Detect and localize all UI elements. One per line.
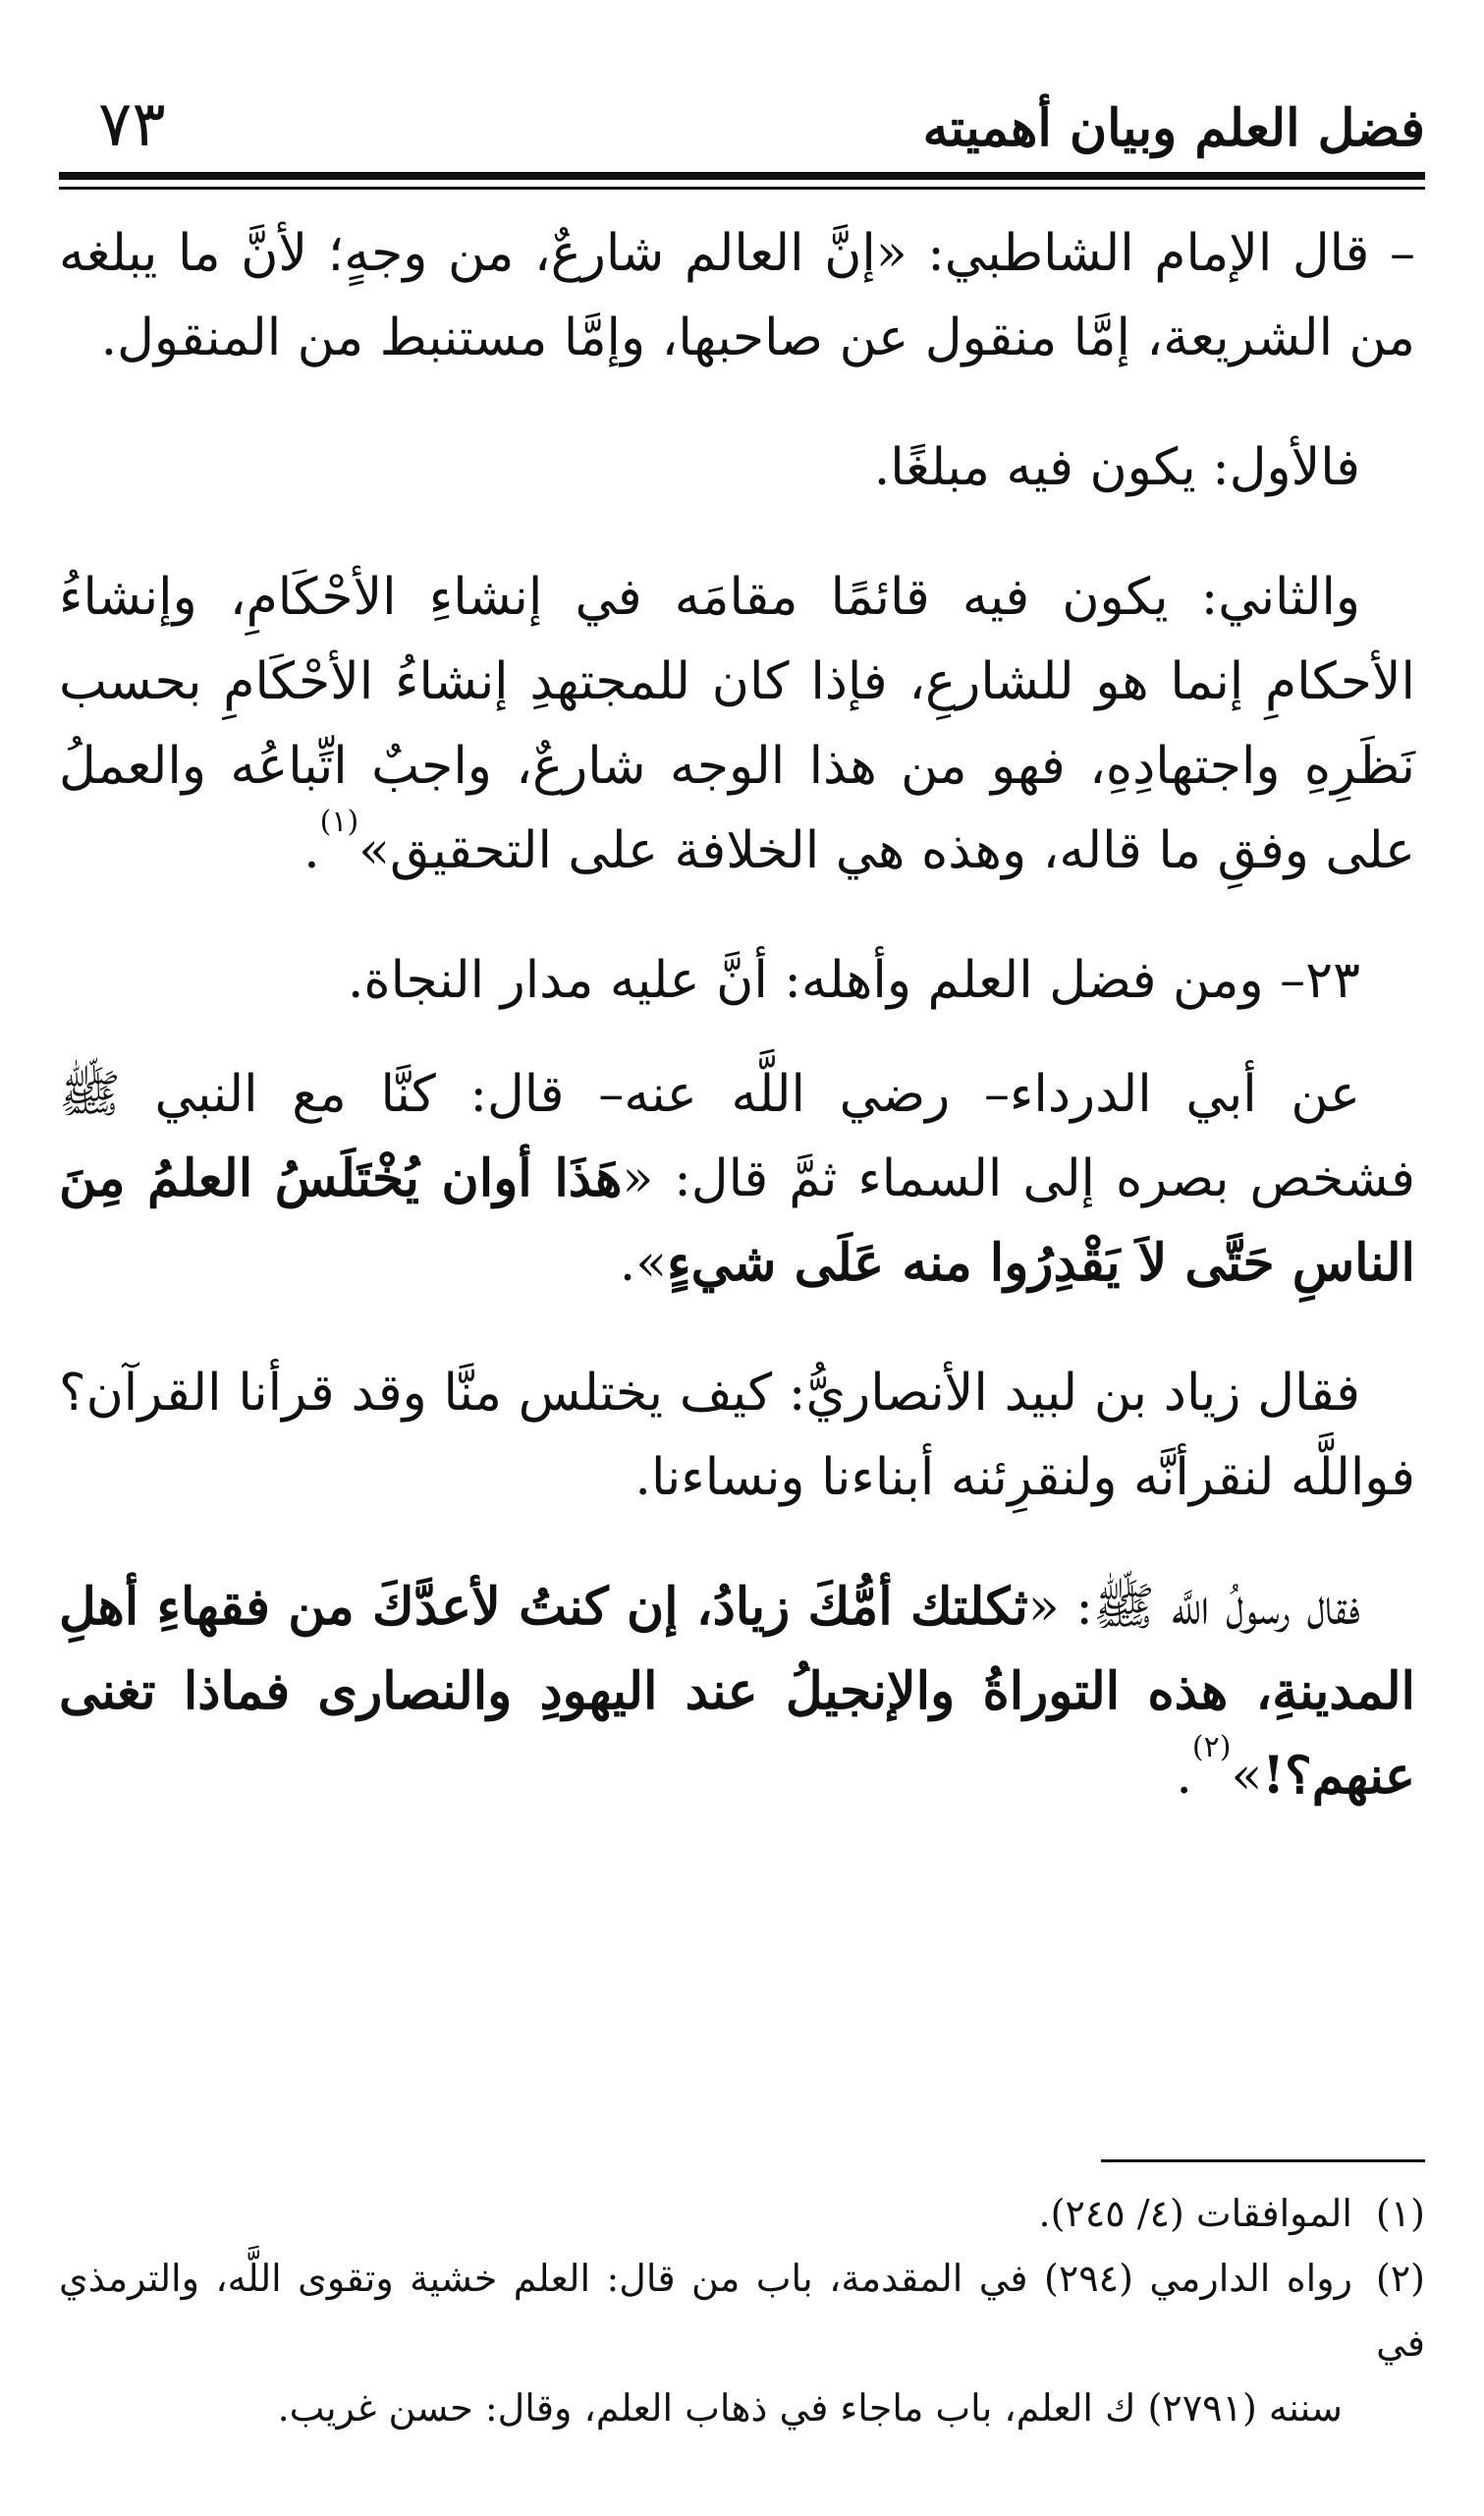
reply-close: » [1231,1747,1263,1806]
footnote-1 [59,2181,1425,2246]
reply-text: ثكلتك أمُّكَ زيادُ، إن كنتُ لأعدَّكَ من فقهاءِ أهلِ المدينةِ، هذه التوراةُ والإنجيلُ عند اليهودِ والنصارى فماذا تغنى عنهم؟! [59,1577,1415,1806]
footnote-ref-1[interactable]: (١) [319,805,359,839]
footnote-2-text: رواه الدارمي (٢٩٤) في المقدمة، باب من قال: العلم خشية وتقوى اللَّه، والترمذي في [59,2257,1425,2365]
footnote-separator [1101,2159,1425,2162]
hadith-text: هَذَا أوان يُخْتَلَسُ العلمُ مِنَ الناسِ حَتَّى لاَ يَقْدِرُوا منه عَلَى شيءٍ [59,1148,1415,1293]
header-rule-thin [59,187,1425,190]
hadith-intro: عن أبي الدرداء– رضي اللَّه عنه– قال: كنَّا مع النبي ﷺ فشخص بصره إلى السماء ثمَّ قال: « [59,1065,1415,1208]
page-number: ٧٣ [98,88,166,161]
reply-intro: فقال رسولُ اللَّه ﷺ: « [1027,1578,1361,1637]
paragraph-second-type-text: والثاني: يكون فيه قائمًا مقامَه في إنشاءِ الأحْكَامِ، وإنشاءُ الأحكامِ إنما هو للشارعِ، فإذا كان للمجتهدِ إنشاءُ الأحْكَامِ بحسب نَظَرِهِ واجتهادِهِ، فهو من هذا الوجه شارعٌ، واجبٌ اتِّباعُه والعملُ على وفقِ ما قاله، وهذه هي الخلافة على التحقيق» [59,568,1415,880]
paragraph-second-type-end: . [303,821,320,880]
header-rule-thick [59,172,1425,180]
section-heading-23: ٢٣– ومن فضل العلم وأهله: أنَّ عليه مدار النجاة. [347,951,1360,1010]
hadith-close: ». [619,1234,668,1293]
main-text [59,211,1415,1864]
paragraph-ziyad: فقال زياد بن لبيد الأنصاريُّ: كيف يختلس منَّا وقد قرأنا القرآن؟ فواللَّه لنقرأنَّه ولنقرِئنه أبناءنا ونساءنا. [59,1364,1415,1507]
paragraph-shatibi-quote: – قال الإمام الشاطبي: «إنَّ العالم شارعٌ، من وجهٍ؛ لأنَّ ما يبلغه من الشريعة، إمَّا منقول عن صاحبها، وإمَّا مستنبط من المنقول. [59,224,1415,367]
footnote-1-label: (١) [1375,2192,1425,2235]
footnote-2-label: (٢) [1375,2257,1425,2300]
paragraph-second-type [59,555,1415,893]
footnote-2-continued: سننه (٢٧٩١) ك العلم، باب ماجاء في ذهاب العلم، وقال: حسن غريب. [277,2386,1343,2430]
footnotes [59,2181,1425,2440]
paragraph-prophet-reply [59,1565,1415,1818]
reply-end: . [1176,1747,1192,1806]
running-title: فضل العلم وبيان أهميته [922,98,1425,158]
footnote-2 [59,2246,1425,2376]
footnote-ref-2[interactable]: (٢) [1191,1730,1232,1764]
page-header [59,59,1425,167]
footnote-1-text: الموافقات (٤/ ٢٤٥). [1038,2192,1352,2235]
paragraph-hadith [59,1052,1415,1306]
paragraph-first-type: فالأول: يكون فيه مبلغًا. [873,438,1360,497]
